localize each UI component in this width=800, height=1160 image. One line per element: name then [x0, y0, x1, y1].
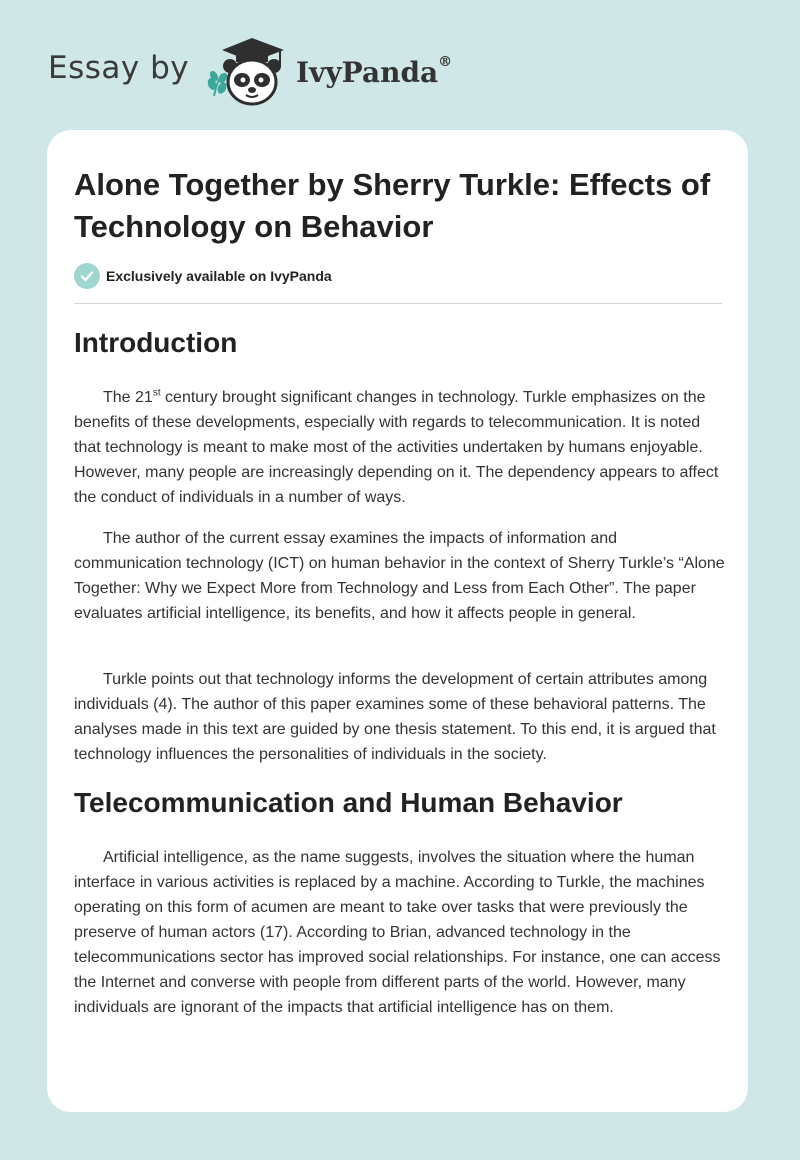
essay-title: Alone Together by Sherry Turkle: Effects of Technology on Behavior: [74, 167, 711, 244]
section-heading-introduction: Introduction: [74, 327, 238, 358]
site-header: [48, 36, 548, 108]
exclusive-badge: [74, 263, 332, 289]
panda-logo-icon[interactable]: [202, 36, 292, 108]
paragraph: The author of the current essay examines the impacts of information and communication technology (ICT) on human behavior in the context of Sherry Turkle’s “Alone Together: Why we Expect More from Technology and Less from Each Other”. The paper evaluates artificial intelligence, its benefits, and how it affects people in general.: [74, 530, 725, 622]
divider: [74, 303, 722, 304]
exclusive-badge-label: Exclusively available on IvyPanda: [106, 268, 332, 284]
paragraph: The 21st century brought significant changes in technology. Turkle emphasizes on the benefits of these developments, especially with regards to telecommunication. It is noted that technology is meant to make most of the activities undertaken by humans enjoyable. However, many people are increasingly depending on it. The dependency appears to affect the conduct of individuals in a number of ways.: [74, 387, 719, 506]
registered-mark: ®: [438, 54, 453, 70]
checkmark-icon: [74, 263, 100, 289]
section-heading-telecommunication: Telecommunication and Human Behavior: [74, 787, 623, 818]
paragraph: Turkle points out that technology informs the development of certain attributes among individuals (4). The author of this paper examines some of these behavioral patterns. The analyses made in this text are guided by one thesis statement. To this end, it is argued that technology influences the personalities of individuals in the society.: [74, 671, 716, 763]
essay-by-label: Essay by: [48, 50, 190, 86]
essay-card: [47, 130, 748, 1112]
paragraph: Artificial intelligence, as the name suggests, involves the situation where the human interface in various activities is replaced by a machine. According to Turkle, the machines operating on this form of acumen are meant to take over tasks that were previously the preserve of human actors (17). According to Brian, advanced technology in the telecommunications sector has improved social relationships. For instance, one can access the Internet and converse with people from different parts of the world. However, many individuals are ignorant of the impacts that artificial intelligence has on them.: [74, 849, 721, 1016]
brand-name[interactable]: IvyPanda®: [296, 54, 453, 89]
